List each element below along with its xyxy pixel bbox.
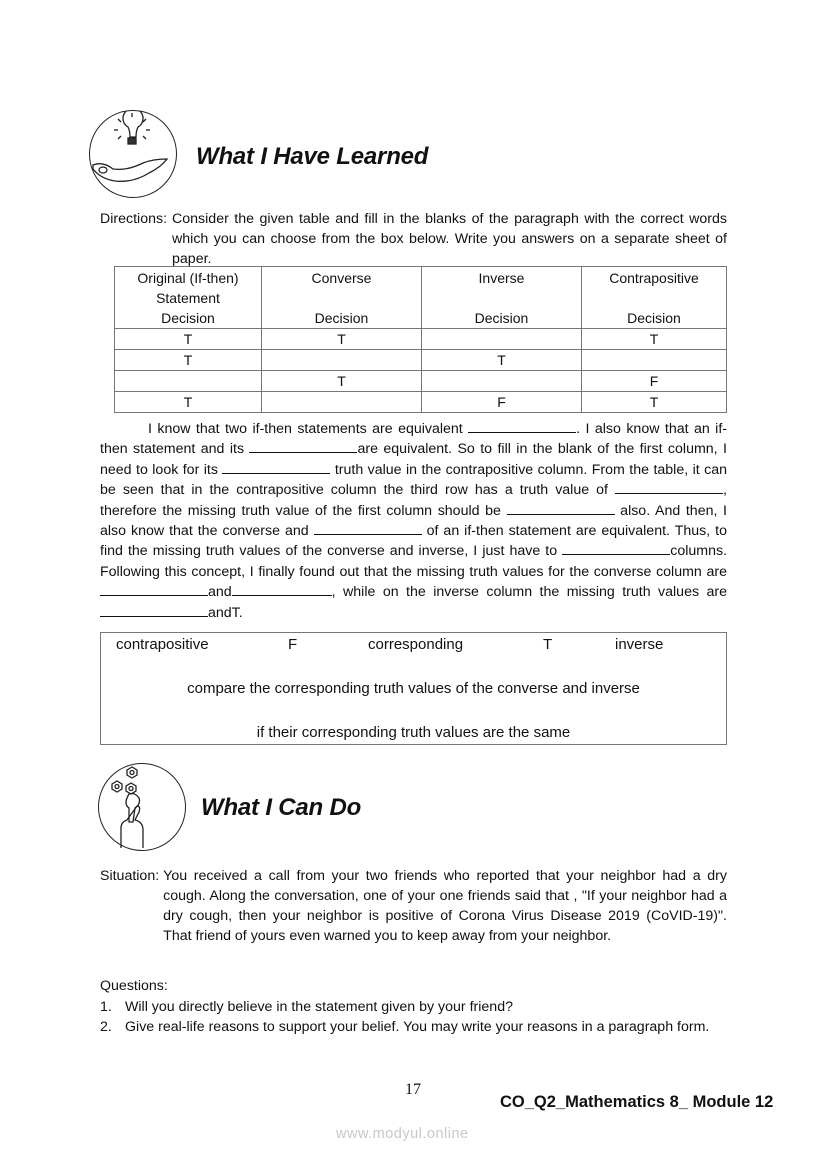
paragraph-text: are equivalent. So to fill in the blank of the first column, I need to look for its (100, 441, 727, 478)
answer-blank-8[interactable] (100, 582, 208, 596)
phrase-choice: if their corresponding truth values are the same (256, 724, 571, 741)
question-text: Will you directly believe in the statement given by your friend? (125, 999, 513, 1015)
table-cell (262, 350, 422, 371)
paragraph-text: and (208, 584, 232, 601)
header-decision: Decision (474, 310, 529, 326)
header-text: Original (If-then) Statement (137, 270, 239, 306)
module-code: CO_Q2_Mathematics 8_ Module 12 (500, 1093, 774, 1111)
situation-text: You received a call from your two friends who reported that your neighbor had a dry cough. Along the conversation, one of your one friends said that , "If your neighbor had a dry cough, then your neighbor is positive of Corona Virus Disease 2019 (CoVID-19)". That friend of yours even warned you to keep away from your neighbor. (163, 868, 727, 944)
header-original (115, 267, 262, 329)
truth-value-table (114, 266, 727, 413)
page-number: 17 (405, 1081, 421, 1098)
word-choice: contrapositive (116, 636, 209, 653)
table-row (115, 392, 727, 413)
answer-blank-6[interactable] (314, 521, 422, 535)
table-row (115, 329, 727, 350)
paragraph-text: , therefore the missing truth value of the first column should be (100, 482, 727, 519)
header-contrapositive (582, 267, 727, 329)
header-text: Converse (311, 270, 372, 286)
question-text: Give real-life reasons to support your belief. You may write your reasons in a paragraph form. (125, 1019, 710, 1035)
paragraph-text: . I also know that an if-then statement and its (100, 421, 727, 458)
table-cell: T (115, 392, 262, 413)
answer-blank-10[interactable] (100, 603, 208, 617)
answer-blank-3[interactable] (222, 460, 330, 474)
question-number: 2. (100, 1019, 112, 1035)
paragraph-text: , while on the inverse column the missing truth values are (331, 584, 727, 601)
lightbulb-hand-icon (89, 110, 177, 198)
paragraph-text: of an if-then statement are equivalent. Thus, to find the missing truth values of the converse and inverse, I just have to (100, 523, 727, 560)
table-cell: T (582, 392, 727, 413)
answer-blank-7[interactable] (562, 541, 670, 555)
directions (100, 209, 727, 269)
situation-label: Situation: (100, 868, 160, 884)
table-header-row (115, 267, 727, 329)
directions-label: Directions: (100, 211, 168, 227)
section-title-what-i-have-learned: What I Have Learned (196, 143, 429, 170)
header-decision: Decision (161, 310, 215, 326)
paragraph-text: columns. Following this concept, I finally found out that the missing truth values for the converse column are (100, 543, 727, 580)
word-choice: F (288, 636, 298, 653)
question-item (100, 1017, 727, 1037)
question-item (100, 997, 727, 1017)
word-choice: T (543, 636, 553, 653)
paragraph-text: I know that two if-then statements are equivalent (148, 421, 469, 437)
table-cell: T (582, 329, 727, 350)
word-choice: inverse (615, 636, 664, 653)
question-number: 1. (100, 999, 112, 1015)
answer-blank-9[interactable] (232, 582, 332, 596)
table-cell: F (582, 371, 727, 392)
table-row (115, 371, 727, 392)
table-cell (262, 392, 422, 413)
directions-text: Consider the given table and fill in the blanks of the paragraph with the correct words which you can choose from the box below. Write you answers on a separate sheet of paper. (172, 211, 727, 267)
table-cell (582, 350, 727, 371)
phrase-choice: compare the corresponding truth values of the converse and inverse (187, 680, 640, 697)
table-cell: T (422, 350, 582, 371)
answer-blank-2[interactable] (249, 439, 357, 453)
paragraph-text: also. And then, I also know that the converse and (100, 502, 727, 540)
header-text: Contrapositive (609, 270, 699, 286)
section-title-what-i-can-do: What I Can Do (201, 794, 362, 821)
answer-blank-1[interactable] (468, 419, 576, 433)
situation (100, 866, 727, 946)
answer-blank-4[interactable] (615, 480, 723, 494)
paragraph-text: truth value in the contrapositive column. From the table, it can be seen that in the contrapositive column the third row has a truth value of (100, 461, 728, 499)
table-cell (115, 371, 262, 392)
watermark: www.modyul.online (336, 1126, 469, 1142)
word-choice: corresponding (368, 636, 464, 653)
table-cell: F (422, 392, 582, 413)
table-cell: T (115, 329, 262, 350)
header-converse (262, 267, 422, 329)
table-cell: T (262, 371, 422, 392)
header-text: Inverse (478, 270, 525, 286)
questions-label: Questions: (100, 978, 168, 994)
table-cell: T (115, 350, 262, 371)
header-decision: Decision (314, 310, 369, 326)
table-cell (422, 329, 582, 350)
table-row (115, 350, 727, 371)
paragraph-text: andT. (208, 604, 243, 621)
header-decision: Decision (627, 310, 681, 326)
header-inverse (422, 267, 582, 329)
wrench-hand-icon (98, 763, 186, 851)
table-cell (422, 371, 582, 392)
table-cell: T (262, 329, 422, 350)
word-choices-box (100, 632, 727, 745)
answer-blank-5[interactable] (507, 501, 615, 515)
fill-in-paragraph (100, 419, 727, 623)
